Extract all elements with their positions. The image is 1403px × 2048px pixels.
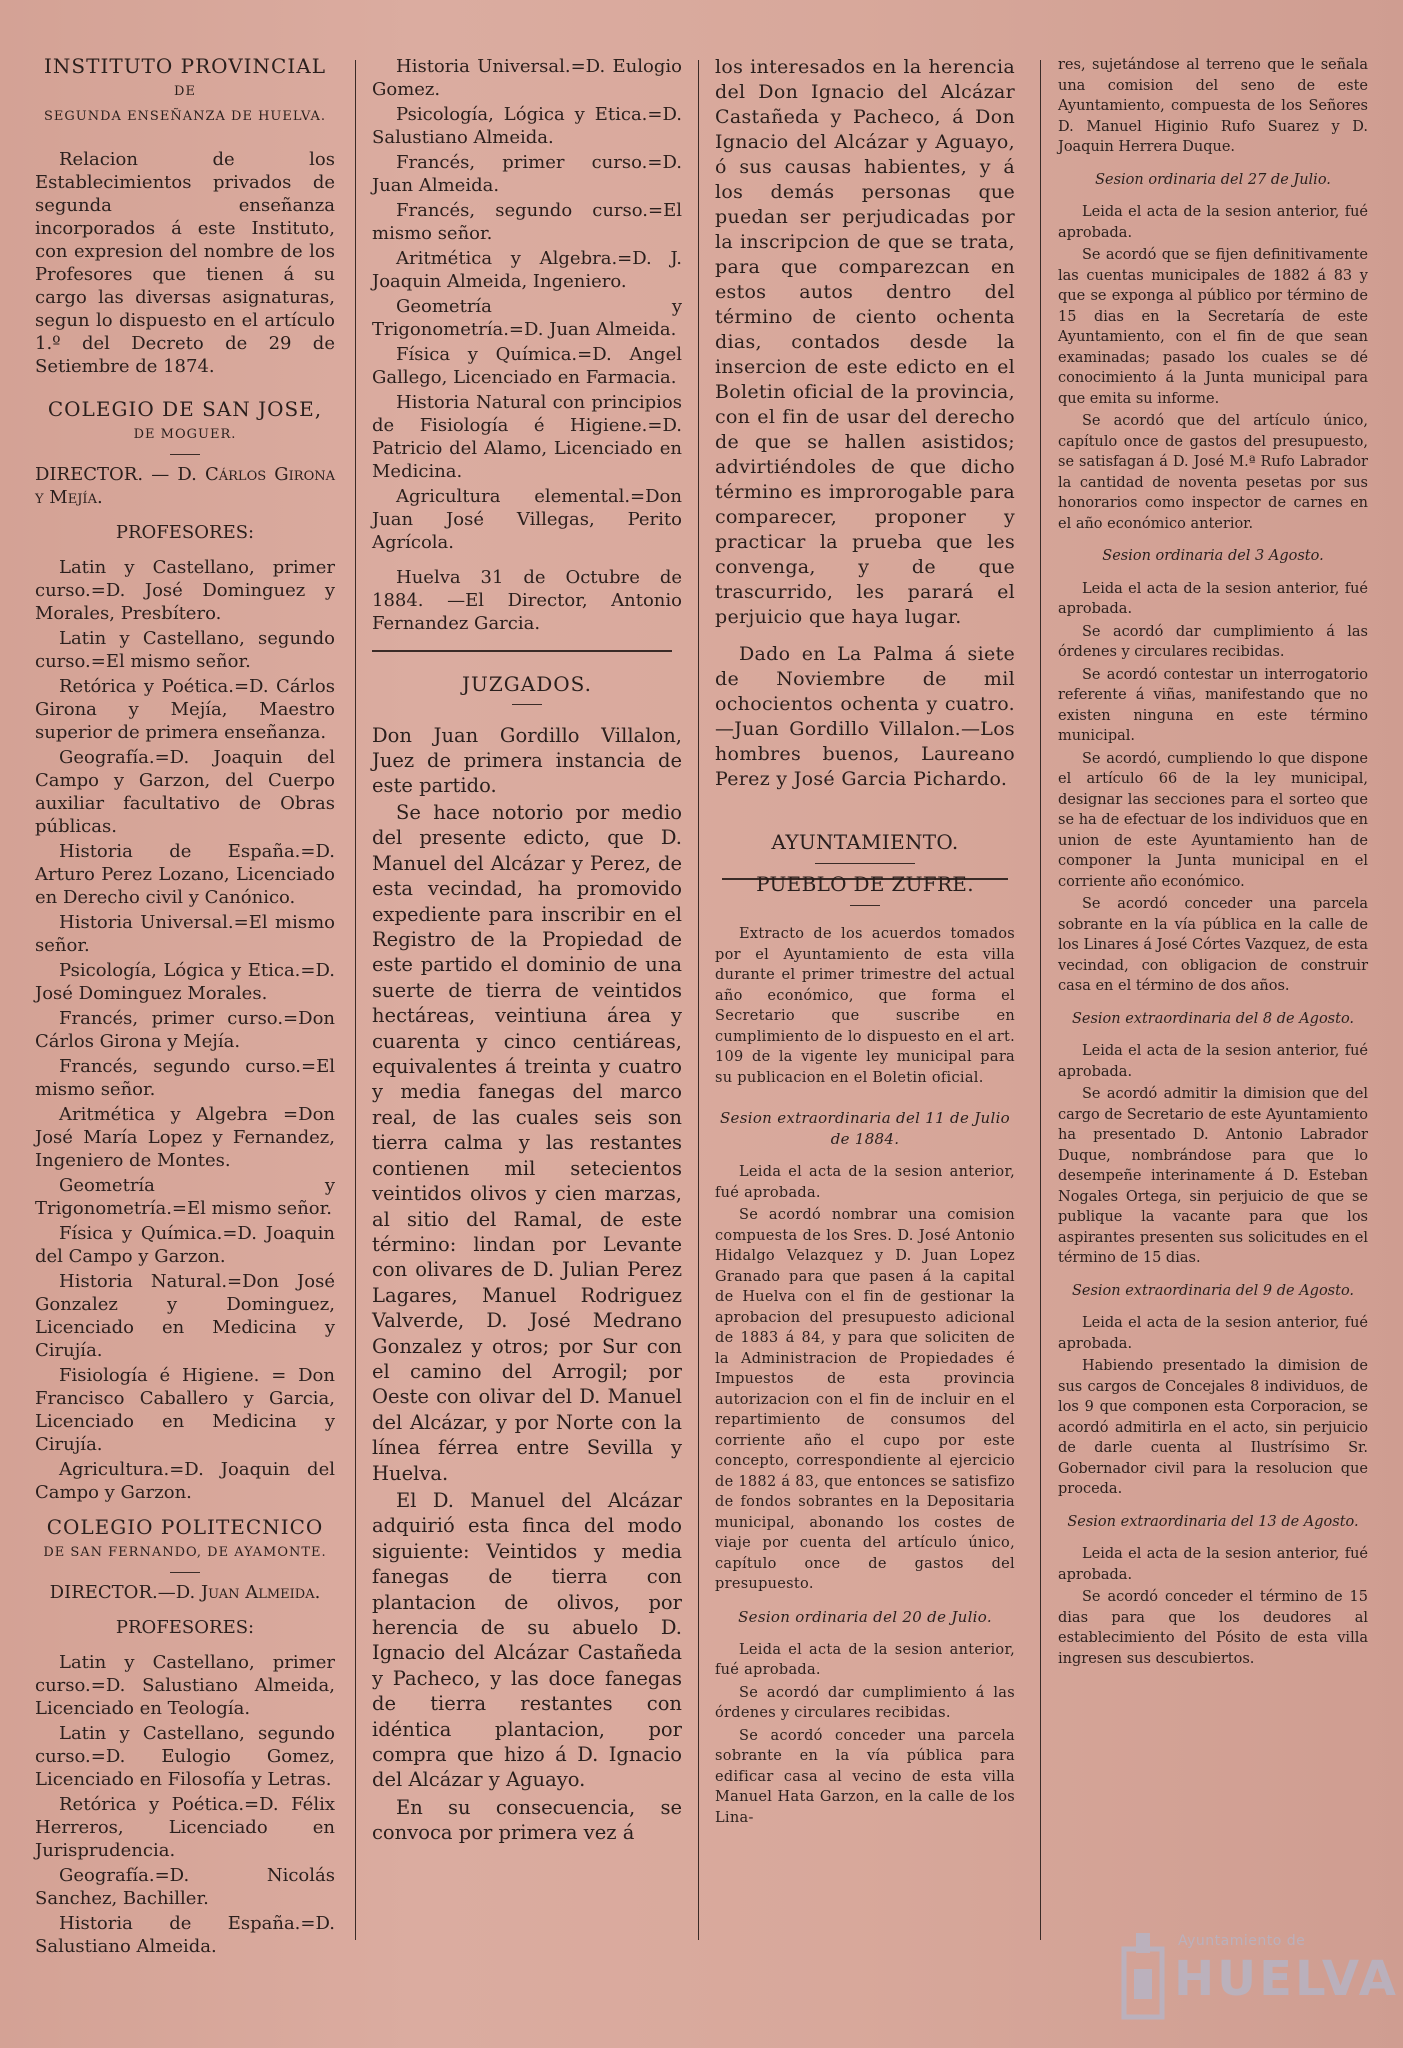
session-paragraph: Se acordó que del artículo único, capítulo once de gastos del presupuesto, se satisfagan á D. José M.ª Rufo Labrador la cantidad de noventa pesetas por sus honorarios como inspector de carnes en el año económico anterior. [1058, 413, 1368, 532]
list-item: Retórica y Poética.=D. Cárlos Girona y Mejía, Maestro superior de primera enseñanza. [35, 676, 335, 743]
ayuntamiento-title: AYUNTAMIENTO. [771, 830, 959, 854]
session-paragraph: Leida el acta de la sesion anterior, fué aprobada. [1058, 1546, 1368, 1583]
list-item: Geometría y Trigonometría.=El mismo señor. [35, 1175, 335, 1219]
column-3 [715, 55, 1015, 1830]
session-title: Sesion extraordinaria del 13 de Agosto. [1067, 1513, 1359, 1530]
session-paragraph: Leida el acta de la sesion anterior, fué aprobada. [1058, 1315, 1368, 1352]
edict-paragraph: Se hace notorio por medio del presente edicto, que D. Manuel del Alcázar y Perez, de esta vecindad, ha promovido expediente para inscribir en el Registro de la Propiedad de este partido el dominio de una suerte de tierra de veintidos hectáreas, veintiuna área y cuarenta y cinco centiáreas, equivalentes á treinta y cuatro y media fanegas del marco real, de las cuales seis son tierra calma y las restantes contienen mil setecientos veintidos olivos y cien marzas, al sitio del Ramal, de este término: lindan por Levante con olivares de D. Julian Perez Lagares, Manuel Rodriguez Valverde, D. José Medrano Gonzalez y otros; por Sur con el camino del Arrogil; por Oeste con olivar del D. Manuel del Alcázar, y por Norte con la línea férrea entre Sevilla y Huelva. [372, 801, 682, 1485]
column-4 [1058, 55, 1368, 1671]
list-item: Historia Natural con principios de Fisiología é Higiene.=D. Patricio del Alamo, Licenciado en Medicina. [372, 392, 682, 482]
session-paragraph: Se acordó conceder una parcela sobrante en la vía pública para edificar casa al vecino de esta villa Manuel Hata Garzon, en la calle de los Lina- [715, 1727, 1015, 1826]
pueblo-title: PUEBLO DE ZUFRE. [756, 872, 974, 896]
list-item: Francés, segundo curso.=El mismo señor. [35, 1056, 335, 1100]
list-item: Física y Química.=D. Joaquin del Campo y Garzon. [35, 1223, 335, 1267]
session-title: Sesion ordinaria del 27 de Julio. [1095, 171, 1331, 188]
school-2-director: DIRECTOR.—D. Juan Almeida. [49, 1582, 321, 1603]
list-item: Latin y Castellano, primer curso.=D. Salustiano Almeida, Licenciado en Teología. [35, 1652, 335, 1719]
list-item: Historia Universal.=D. Eulogio Gomez. [372, 56, 682, 100]
list-item: Psicología, Lógica y Etica.=D. Salustiano Almeida. [372, 104, 682, 148]
list-item: Física y Química.=D. Angel Gallego, Licenciado en Farmacia. [372, 344, 682, 388]
list-item: Francés, primer curso.=D. Juan Almeida. [372, 152, 682, 196]
session-paragraph: Se acordó conceder el término de 15 dias para que los deudores al establecimiento del Pósito de esta villa ingresen sus descubiertos. [1058, 1589, 1368, 1667]
session-title: Sesion extraordinaria del 11 de Julio de 1884. [719, 1109, 1010, 1148]
school-1-profesores: PROFESORES: [115, 522, 255, 543]
divider [815, 863, 915, 864]
session-paragraph: Leida el acta de la sesion anterior, fué aprobada. [1058, 1043, 1368, 1080]
session-paragraph: Se acordó nombrar una comision compuesta de los Sres. D. José Antonio Hidalgo Velazquez y D. Juan Lopez Granado para que pasen á la capital de Huelva con el fin de gestionar la aprobacion del presupuesto adicional de 1883 á 84, y para que soliciten de la Administracion de Propiedades é Impuestos de esta provincia autorizacion con el fin de incluir en el repartimiento de consumos del corriente año el cupo por este concepto, correspondiente al ejercicio de 1882 á 83, que entonces se satisfizo de fondos sobrantes en la Depositaria municipal, abonando los costes de viaje por cuenta del artículo único, capítulo once de gastos del presupuesto. [715, 1207, 1015, 1592]
list-item: Geometría y Trigonometría.=D. Juan Almeida. [372, 296, 682, 340]
divider [512, 704, 542, 705]
session-paragraph: Leida el acta de la sesion anterior, fué aprobada. [715, 1641, 1015, 1678]
column-rule [1040, 60, 1041, 1940]
list-item: Historia Universal.=El mismo señor. [35, 912, 335, 956]
list-item: Retórica y Poética.=D. Félix Herreros, Licenciado en Jurisprudencia. [35, 1794, 335, 1861]
list-item: Historia de España.=D. Salustiano Almeida. [35, 1913, 335, 1957]
column-1 [35, 55, 335, 1960]
city-emblem-icon [1118, 1929, 1168, 2021]
list-item: Aritmética y Algebra =Don José María Lopez y Fernandez, Ingeniero de Montes. [35, 1104, 335, 1171]
list-item: Aritmética y Algebra.=D. J. Joaquin Almeida, Ingeniero. [372, 248, 682, 292]
column-rule [698, 60, 699, 1940]
session-paragraph: Se acordó que se fijen definitivamente las cuentas municipales de 1882 á 83 y que se exponga al público por término de 15 dias en la Secretaría de este Ayuntamiento, con el fin de que sean examinadas; pasado los cuales se dé conocimiento á la Junta municipal para que emita su informe. [1058, 247, 1368, 407]
session-paragraph: Se acordó admitir la dimision que del cargo de Secretario de este Ayuntamiento ha presentado D. Antonio Labrador Duque, nombrándose para que lo desempeñe interinamente á D. Esteban Nogales Ortega, sin perjuicio de que se publique la vacante para que los aspirantes presenten sus solicitudes en el término de 15 dias. [1058, 1086, 1368, 1266]
edict-paragraph: El D. Manuel del Alcázar adquirió esta finca del modo siguiente: Veintidos y media fanegas de tierra con plantacion de olivos, por herencia de su abuelo D. Ignacio del Alcázar Castañeda y Pacheco, y las doce fanegas de tierra restantes con idéntica plantacion, por compra que hizo á D. Ignacio del Alcázar y Aguayo. [372, 1488, 682, 1792]
column-rule [355, 60, 356, 1940]
list-item: Geografía.=D. Joaquin del Campo y Garzon, del Cuerpo auxiliar facultativo de Obras públicas. [35, 747, 335, 837]
session-paragraph: Leida el acta de la sesion anterior, fué aprobada. [1058, 204, 1368, 241]
session-continuation: res, sujetándose al terreno que le señala una comision del seno de este Ayuntamiento, compuesta de los Señores D. Manuel Higinio Rufo Suarez y D. Joaquin Herrera Duque. [1058, 57, 1368, 155]
session-paragraph: Se acordó contestar un interrogatorio referente á viñas, manifestando que no existen ninguna en este término municipal. [1058, 666, 1368, 744]
list-item: Historia Natural.=Don José Gonzalez y Dominguez, Licenciado en Medicina y Cirujía. [35, 1271, 335, 1361]
school-1-director: DIRECTOR. — D. Cárlos Girona y Mejía. [35, 464, 335, 508]
list-item: Fisiología é Higiene. = Don Francisco Caballero y Garcia, Licenciado en Medicina y Cirujía. [35, 1365, 335, 1455]
session-title: Sesion extraordinaria del 8 de Agosto. [1071, 1010, 1355, 1027]
session-paragraph: Leida el acta de la sesion anterior, fué aprobada. [715, 1164, 1015, 1201]
school-2-place: DE SAN FERNANDO, DE AYAMONTE. [43, 1545, 327, 1560]
session-title: Sesion extraordinaria del 9 de Agosto. [1071, 1282, 1355, 1299]
school-1-name: COLEGIO DE SAN JOSE, [47, 397, 323, 421]
session-paragraph: Se acordó, cumpliendo lo que dispone el artículo 66 de la ley municipal, designar las secciones para el sorteo que se ha de efectuar de los individuos que en union de este Ayuntamiento han de componer la Junta municipal en el corriente año económico. [1058, 750, 1368, 890]
session-title: Sesion ordinaria del 3 Agosto. [1102, 548, 1324, 564]
session-paragraph: Habiendo presentado la dimision de sus cargos de Concejales 8 individuos, de los 9 que componen esta Corporacion, se acordó admitirla en el acto, sin perjuicio de darle cuenta al Ilustrísimo Sr. Gobernador civil para la resolucion que proceda. [1058, 1358, 1368, 1497]
list-item: Latin y Castellano, segundo curso.=El mismo señor. [35, 628, 335, 672]
juez-intro: Don Juan Gordillo Villalon, Juez de primera instancia de este partido. [372, 724, 682, 797]
list-item: Agricultura elemental.=Don Juan José Villegas, Perito Agrícola. [372, 486, 682, 553]
school-2-name: COLEGIO POLITECNICO [46, 1515, 324, 1539]
session-title: Sesion ordinaria del 20 de Julio. [738, 1607, 992, 1626]
institute-title: INSTITUTO PROVINCIAL [44, 54, 326, 78]
list-item: Francés, primer curso.=Don Cárlos Girona y Mejía. [35, 1008, 335, 1052]
school-2-profesores: PROFESORES: [115, 1617, 255, 1638]
divider [850, 905, 880, 906]
extracto: Extracto de los acuerdos tomados por el Ayuntamiento de esta villa durante el primer trimestre del actual año económico, que forma el Secretario que suscribe en cumplimiento de lo dispuesto en el art. 109 de la vigente ley municipal para su publicacion en el Boletin oficial. [715, 926, 1015, 1086]
list-item: Francés, segundo curso.=El mismo señor. [372, 200, 682, 244]
institute-de: DE [174, 84, 196, 99]
relacion-paragraph: Relacion de los Establecimientos privados de segunda enseñanza incorporados á este Instituto, con expresion del nombre de los Profesores que tienen á su cargo las diversas asignaturas, segun lo dispuesto en el artículo 1.º del Decreto de 29 de Setiembre de 1874. [35, 149, 335, 377]
edict-dado: Dado en La Palma á siete de Noviembre de mil ochocientos ochenta y cuatro.—Juan Gordillo Villalon.—Los hombres buenos, Laureano Perez y José Garcia Pichardo. [715, 643, 1015, 790]
watermark-small-text: Ayuntamiento de [1178, 1933, 1306, 1949]
list-item: Latin y Castellano, segundo curso.=D. Eulogio Gomez, Licenciado en Filosofía y Letras. [35, 1723, 335, 1790]
list-item: Historia de España.=D. Arturo Perez Lozano, Licenciado en Derecho civil y Canónico. [35, 841, 335, 908]
column-2 [372, 55, 682, 1848]
session-paragraph: Se acordó dar cumplimiento á las órdenes y circulares recibidas. [1058, 623, 1368, 660]
list-item: Geografía.=D. Nicolás Sanchez, Bachiller. [35, 1865, 335, 1909]
institute-subtitle: SEGUNDA ENSEÑANZA DE HUELVA. [44, 109, 326, 124]
session-paragraph: Se acordó conceder una parcela sobrante en la vía pública en la calle de los Linares á José Córtes Vazquez, de esta vecindad, con obligacion de construir casa en el término de dos años. [1058, 896, 1368, 994]
juzgados-title: JUZGADOS. [462, 672, 592, 696]
list-item: Psicología, Lógica y Etica.=D. José Dominguez Morales. [35, 960, 335, 1004]
watermark-big-text: HUELVA [1174, 1951, 1399, 2007]
list-item: Latin y Castellano, primer curso.=D. José Dominguez y Morales, Presbítero. [35, 557, 335, 624]
edict-continuation: los interesados en la herencia del Don Ignacio del Alcázar Castañeda y Pacheco, á Don Ignacio del Alcázar y Aguayo, ó sus causas habientes, y á los demás personas que puedan ser perjudicadas por la inscripcion de que se trata, para que comparezcan en estos autos dentro del término de ciento ochenta dias, contados desde la insercion de este edicto en el Boletin oficial de la provincia, con el fin de usar del derecho de que se hallen asistidos; advirtiéndoles de que dicho término es improrogable para comparecer, proponer y practicar la prueba que les convenga, y de que trascurrido, les parará el perjuicio que haya lugar. [715, 56, 1015, 628]
session-paragraph: Leida el acta de la sesion anterior, fué aprobada. [1058, 580, 1368, 617]
divider [170, 1572, 200, 1573]
huelva-watermark [1118, 1925, 1399, 2025]
edict-paragraph: En su consecuencia, se convoca por primera vez á [372, 1795, 682, 1845]
list-item: Agricultura.=D. Joaquin del Campo y Garzon. [35, 1459, 335, 1503]
signature: Huelva 31 de Octubre de 1884. —El Director, Antonio Fernandez Garcia. [372, 567, 682, 634]
school-1-place: DE MOGUER. [133, 427, 237, 442]
divider [170, 454, 200, 455]
session-paragraph: Se acordó dar cumplimiento á las órdenes y circulares recibidas. [715, 1684, 1015, 1721]
